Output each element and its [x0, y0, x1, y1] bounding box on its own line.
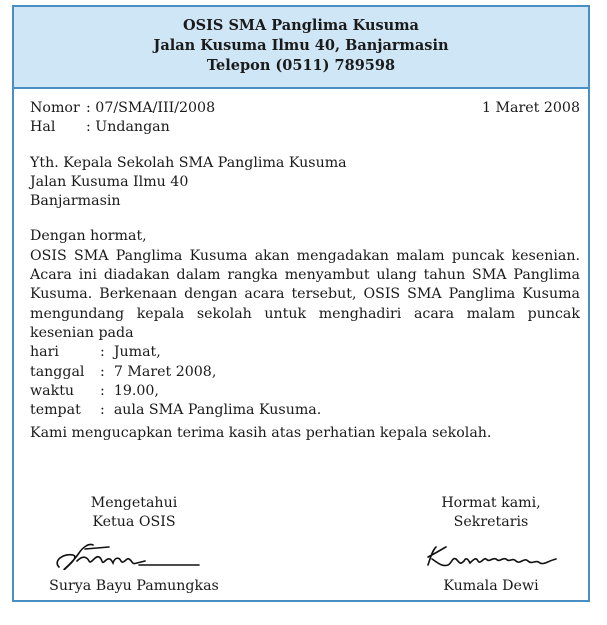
body-paragraph — [30, 247, 580, 343]
detail-row — [30, 363, 580, 382]
recipient-line-2: Jalan Kusuma Ilmu 40 — [30, 173, 189, 190]
detail-label: tempat — [30, 402, 81, 419]
spacer — [30, 138, 580, 154]
letterhead — [14, 7, 588, 89]
detail-label: waktu — [30, 382, 75, 399]
left-title-2: Ketua OSIS — [92, 514, 176, 531]
nomor-label: Nomor — [30, 100, 80, 116]
nomor-row — [30, 99, 580, 118]
recipient-line-1: Yth. Kepala Sekolah SMA Panglima Kusuma — [30, 154, 347, 171]
letter-date: 1 Maret 2008 — [481, 100, 580, 116]
detail-colon: : — [100, 363, 114, 380]
right-title-2: Sekretaris — [453, 514, 529, 531]
hal-colon: : — [86, 119, 96, 136]
nomor-value: 07/SMA/III/2008 — [95, 100, 216, 116]
detail-colon: : — [100, 382, 114, 399]
right-signature — [416, 535, 566, 575]
spacer — [30, 211, 580, 227]
signature-block-left — [44, 494, 224, 596]
detail-colon: : — [100, 344, 114, 361]
letterhead-address: Jalan Kusuma Ilmu 40, Banjarmasin — [153, 37, 449, 54]
hal-value: Undangan — [95, 119, 170, 136]
detail-colon: : — [100, 402, 114, 419]
right-title-1: Hormat kami, — [441, 495, 541, 511]
handwritten-signature-icon — [416, 535, 576, 575]
detail-row — [30, 401, 580, 420]
detail-label: hari — [30, 344, 59, 361]
event-details — [30, 343, 580, 420]
handwritten-signature-icon — [49, 535, 219, 575]
detail-value: aula SMA Panglima Kusuma. — [113, 402, 322, 419]
detail-value: 7 Maret 2008, — [113, 363, 217, 380]
paragraph-line: Kusuma. Berkenaan dengan acara tersebut, OSIS SMA Panglima Kusuma — [30, 286, 580, 303]
left-title-1: Mengetahui — [90, 495, 178, 511]
letter-frame — [12, 5, 590, 602]
detail-row — [30, 382, 580, 401]
hal-label: Hal — [30, 119, 56, 136]
paragraph-line: OSIS SMA Panglima Kusuma akan mengadakan malam puncak kesenian. — [30, 247, 580, 264]
signature-block-right — [416, 494, 566, 596]
closing-line: Kami mengucapkan terima kasih atas perhatian kepala sekolah. — [30, 425, 492, 442]
paragraph-line: kesenian pada — [30, 324, 134, 341]
paragraph-line: mengundang kepala sekolah untuk menghadiri acara malam puncak — [30, 305, 580, 322]
detail-row — [30, 343, 580, 362]
left-signer-name: Surya Bayu Pamungkas — [49, 577, 219, 594]
letter-content — [30, 99, 580, 444]
left-signature — [44, 535, 224, 575]
paragraph-line: Acara ini diadakan dalam rangka menyambut ulang tahun SMA Panglima — [30, 267, 580, 284]
detail-value: 19.00, — [113, 382, 159, 399]
nomor-colon: : — [86, 100, 96, 116]
letterhead-org: OSIS SMA Panglima Kusuma — [183, 17, 419, 34]
detail-label: tanggal — [30, 363, 85, 380]
greeting: Dengan hormat, — [30, 228, 147, 245]
detail-value: Jumat, — [113, 344, 161, 361]
letterhead-phone: Telepon (0511) 789598 — [206, 57, 396, 74]
recipient-line-3: Banjarmasin — [30, 193, 121, 210]
right-signer-name: Kumala Dewi — [443, 577, 539, 594]
hal-row — [30, 118, 580, 137]
